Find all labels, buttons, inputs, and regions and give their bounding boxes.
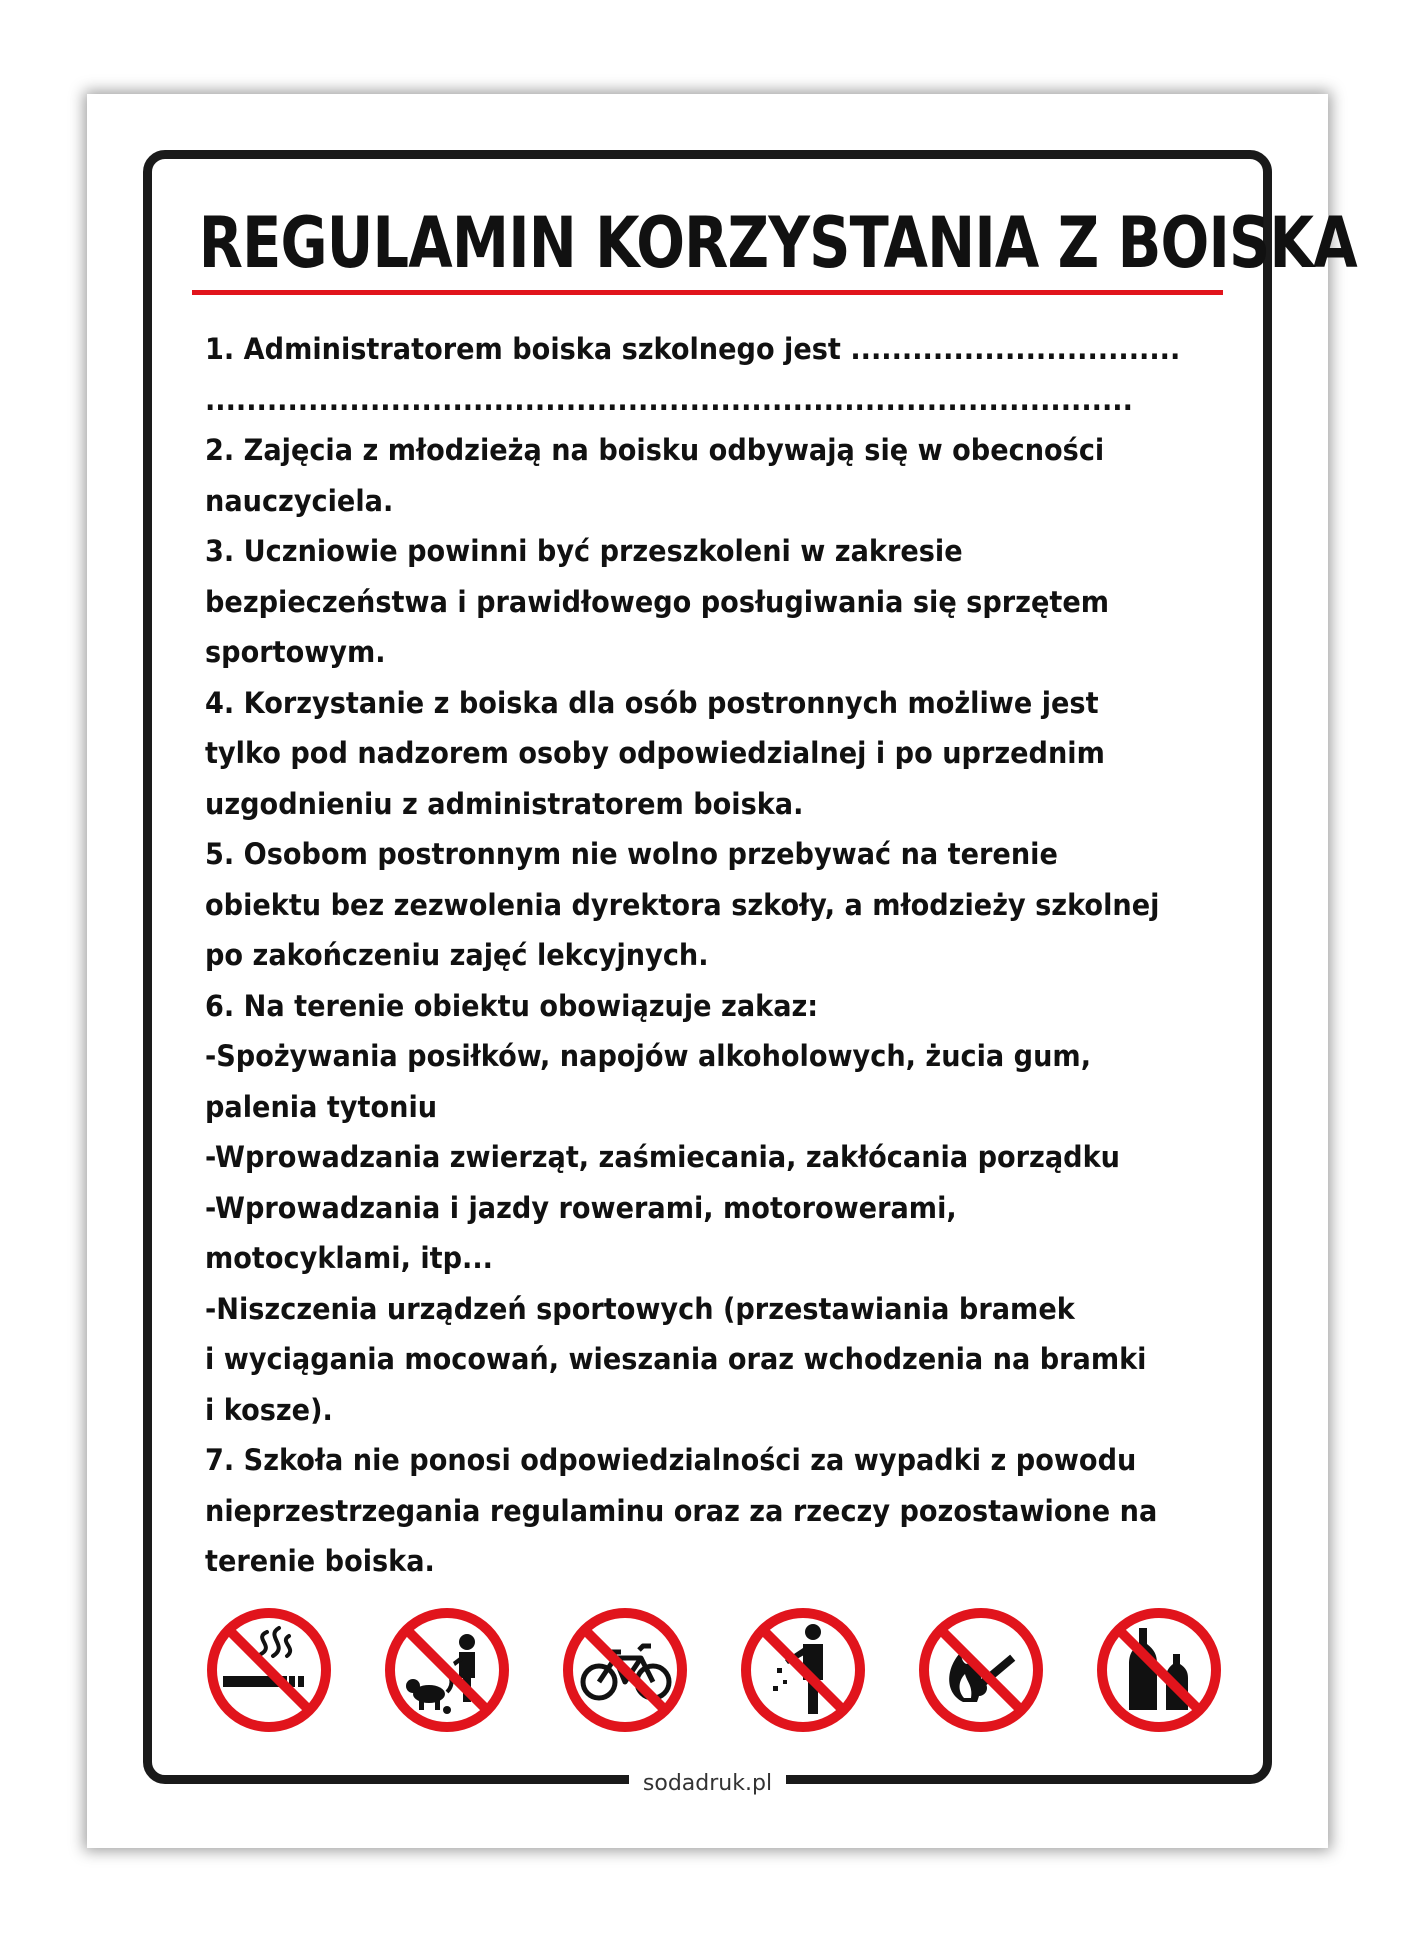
text-line: sportowym.	[205, 635, 386, 669]
text-line: 4. Korzystanie z boiska dla osób postronnych możliwe jest	[205, 685, 1099, 720]
no-open-fire-icon	[917, 1606, 1045, 1734]
text-line: tylko pod nadzorem osoby odpowiedzialnej i po uprzednim	[205, 736, 1105, 770]
no-smoking-icon	[205, 1606, 333, 1734]
text-line: ..........................................................................................	[205, 382, 1133, 417]
no-alcohol-icon	[1095, 1606, 1223, 1734]
text-line: -Niszczenia urządzeń sportowych (przestawiania bramek	[205, 1291, 1075, 1326]
text-line: -Wprowadzania zwierząt, zaśmiecania, zakłócania porządku	[205, 1140, 1120, 1174]
regulations-sign	[87, 94, 1357, 1848]
footer-credit: sodadruk.pl	[629, 1771, 786, 1797]
text-line: 7. Szkoła nie ponosi odpowiedzialności za wypadki z powodu	[205, 1443, 1137, 1477]
no-littering-icon	[739, 1606, 867, 1734]
regulations-text	[205, 324, 1225, 1587]
text-line: nauczyciela.	[205, 483, 394, 518]
text-line: -Wprowadzania i jazdy rowerami, motorowerami,	[205, 1190, 957, 1225]
text-line: po zakończeniu zajęć lekcyjnych.	[205, 938, 709, 972]
text-line: 1. Administratorem boiska szkolnego jest ................................	[205, 332, 1181, 366]
no-dog-fouling-icon	[383, 1606, 511, 1734]
text-line: obiektu bez zezwolenia dyrektora szkoły, a młodzieży szkolnej	[205, 887, 1160, 922]
no-bicycles-icon	[561, 1606, 689, 1734]
text-line: 2. Zajęcia z młodzieżą na boisku odbywają się w obecności	[205, 433, 1105, 467]
footer-credit-wrap	[87, 1771, 1328, 1797]
text-line: 5. Osobom postronnym nie wolno przebywać na terenie	[205, 837, 1058, 871]
text-line: i kosze).	[205, 1392, 333, 1427]
prohibition-icons	[205, 1606, 1225, 1736]
text-line: palenia tytoniu	[205, 1089, 438, 1124]
text-line: nieprzestrzegania regulaminu oraz za rzeczy pozostawione na	[205, 1493, 1158, 1528]
text-line: 6. Na terenie obiektu obowiązuje zakaz:	[205, 988, 819, 1023]
text-line: bezpieczeństwa i prawidłowego posługiwania się sprzętem	[205, 584, 1110, 619]
text-line: terenie boiska.	[205, 1544, 435, 1578]
title-underline	[192, 290, 1223, 295]
text-line: motocyklami, itp...	[205, 1241, 493, 1275]
text-line: 3. Uczniowie powinni być przeszkoleni w zakresie	[205, 534, 963, 568]
page-title: REGULAMIN KORZYSTANIA Z BOISKA	[198, 202, 1357, 284]
text-line: i wyciągania mocowań, wieszania oraz wchodzenia na bramki	[205, 1342, 1147, 1376]
text-line: uzgodnieniu z administratorem boiska.	[205, 786, 804, 821]
text-line: -Spożywania posiłków, napojów alkoholowych, żucia gum,	[205, 1039, 1092, 1073]
